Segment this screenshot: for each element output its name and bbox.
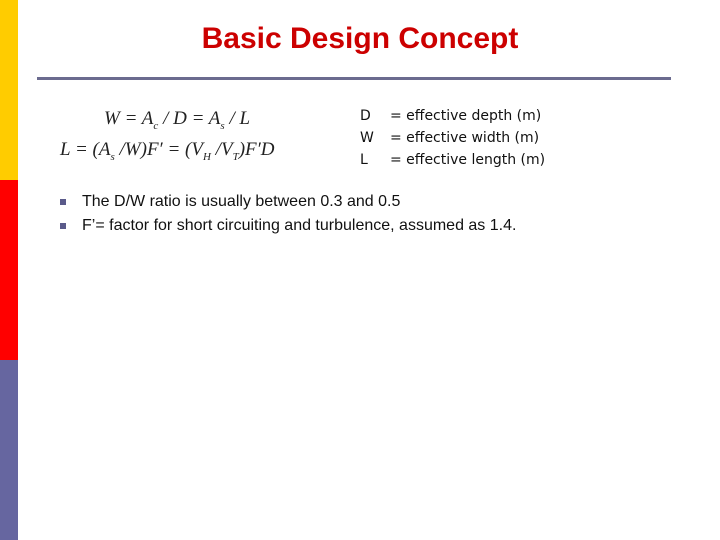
- definition-row: [360, 105, 545, 127]
- definition-row: [360, 127, 545, 149]
- bullet-list: [60, 190, 516, 238]
- definition-row: [360, 149, 545, 171]
- square-bullet-icon: [60, 199, 66, 205]
- variable-definitions: [360, 105, 545, 171]
- definition-symbol: L: [360, 152, 368, 168]
- definition-text: = effective width (m): [390, 130, 540, 146]
- bullet-item: [60, 214, 516, 238]
- definition-symbol: D: [360, 108, 371, 124]
- slide-title: Basic Design Concept: [201, 22, 519, 55]
- bullet-text: The D/W ratio is usually between 0.3 and 0.5: [82, 193, 401, 210]
- definition-text: = effective length (m): [390, 152, 546, 168]
- title-divider: [37, 77, 671, 80]
- bullet-item: [60, 190, 516, 214]
- square-bullet-icon: [60, 223, 66, 229]
- side-bar-blue: [0, 360, 18, 540]
- bullet-text: F’= factor for short circuiting and turbulence, assumed as 1.4.: [82, 217, 517, 234]
- definition-text: = effective depth (m): [390, 108, 542, 124]
- definition-symbol: W: [360, 130, 374, 146]
- formula-length: $L = (A_s$ $/W)F' = (V_H$ $/V_T)F'D$: [60, 139, 275, 163]
- formula-width: $W = A_c / D = A_s / L$: [104, 108, 251, 132]
- side-bar-red: [0, 180, 18, 360]
